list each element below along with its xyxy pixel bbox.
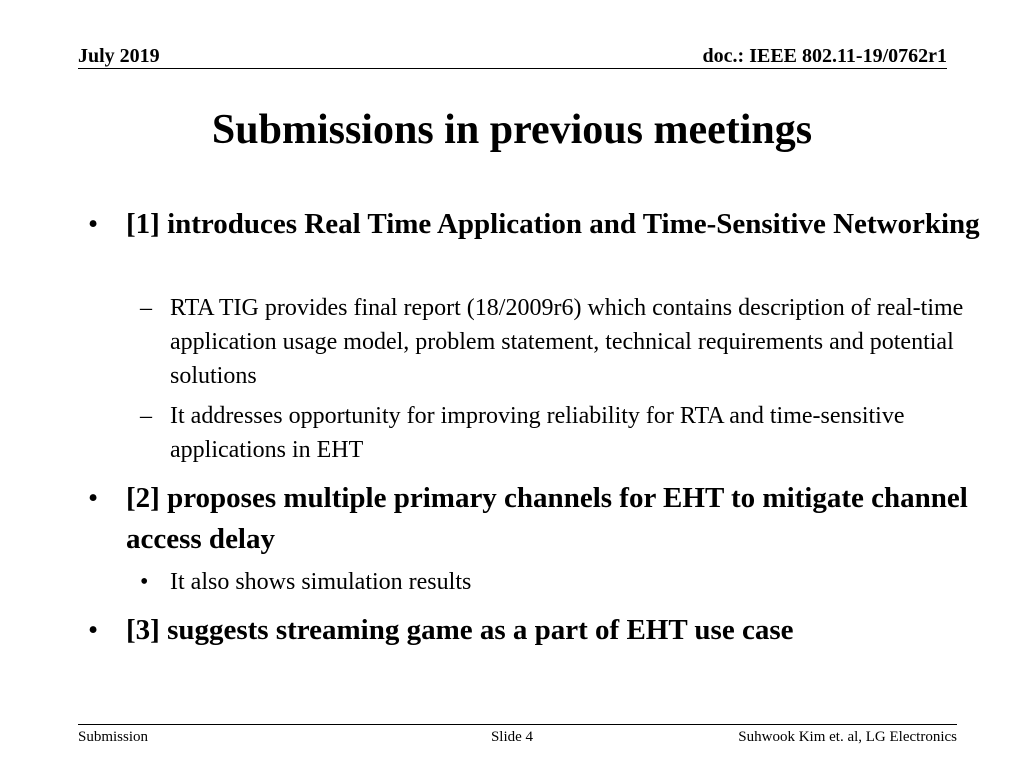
bullet-item-3: [3] suggests streaming game as a part of EHT use case [126, 614, 794, 646]
bullet-marker: • [88, 208, 99, 240]
sub-item-1-1: RTA TIG provides final report (18/2009r6) which contains description of real-time application usage model, problem statement, technical requirements and potential solutions [170, 295, 964, 389]
header-doc-id: doc.: IEEE 802.11-19/0762r1 [702, 45, 947, 67]
header-date: July 2019 [78, 45, 160, 67]
bullet-item-1: [1] introduces Real Time Application and Time-Sensitive Networking [126, 208, 980, 240]
footer-slide-number: Slide 4 [490, 729, 534, 745]
footer-submission: Submission [78, 729, 149, 745]
bullet-marker: • [88, 614, 99, 646]
footer-authors: Suhwook Kim et. al, LG Electronics [738, 729, 957, 745]
footer-divider [78, 724, 957, 725]
bullet-marker: • [140, 569, 149, 595]
bullet-marker: • [88, 482, 99, 514]
dash-marker: – [140, 295, 152, 321]
sub-item-1-2: It addresses opportunity for improving reliability for RTA and time-sensitive applications in EHT [170, 403, 905, 463]
slide-title: Submissions in previous meetings [211, 107, 813, 153]
sub-item-2-1: It also shows simulation results [170, 569, 472, 595]
dash-marker: – [140, 403, 152, 429]
bullet-item-2: [2] proposes multiple primary channels for EHT to mitigate channel access delay [126, 482, 968, 555]
